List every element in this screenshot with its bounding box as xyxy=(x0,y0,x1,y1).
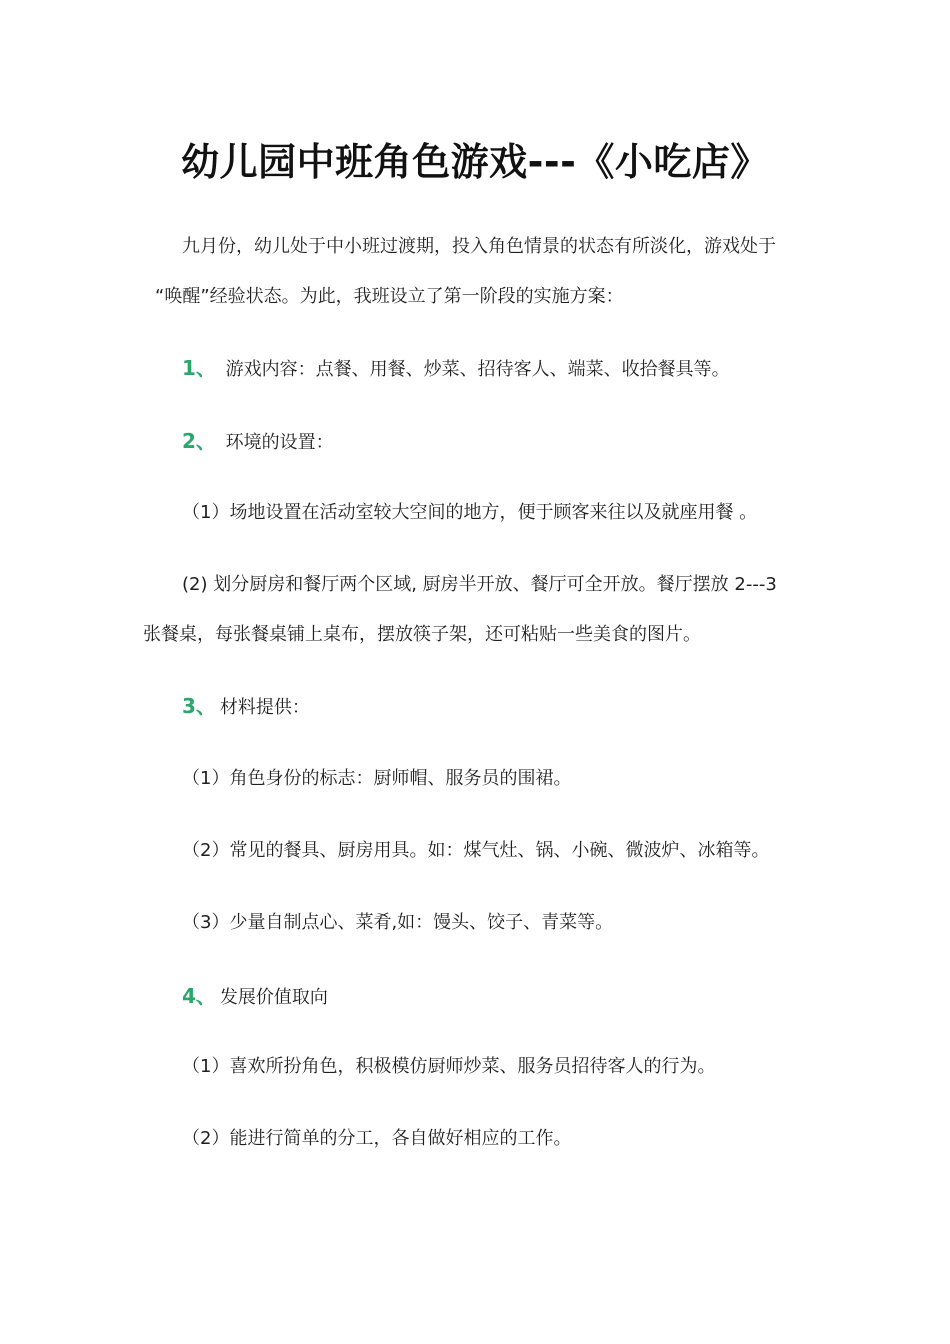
intro-line-2: “唤醒”经验状态。为此，我班设立了第一阶段的实施方案： xyxy=(155,286,624,307)
intro-line-1: 九月份，幼儿处于中小班过渡期，投入角色情景的状态有所淡化，游戏处于 xyxy=(182,236,776,257)
list-item: （2）常见的餐具、厨房用具。如：煤气灶、锅、小碗、微波炉、冰箱等。 xyxy=(182,840,770,861)
section-separator: 、 xyxy=(195,694,216,718)
section-heading: 材料提供： xyxy=(219,697,310,718)
list-item-continuation: 张餐桌，每张餐桌铺上桌布，摆放筷子架，还可粘贴一些美食的图片。 xyxy=(143,624,701,645)
list-item: （1）场地设置在活动室较大空间的地方，便于顾客来往以及就座用餐 。 xyxy=(182,502,758,523)
section-heading: 发展价值取向 xyxy=(219,987,328,1008)
section-number: 4 xyxy=(182,984,196,1008)
section-separator: 、 xyxy=(195,356,216,380)
section-number: 2 xyxy=(182,429,196,453)
section-number: 3 xyxy=(182,694,196,718)
list-item: （1）角色身份的标志：厨师帽、服务员的围裙。 xyxy=(182,768,572,789)
section-3 xyxy=(182,693,310,721)
section-4 xyxy=(182,983,328,1011)
list-item: （1）喜欢所扮角色，积极模仿厨师炒菜、服务员招待客人的行为。 xyxy=(182,1056,716,1077)
document-title: 幼儿园中班角色游戏---《小吃店》 xyxy=(181,140,769,184)
list-item: （2）能进行简单的分工，各自做好相应的工作。 xyxy=(182,1128,572,1149)
list-item: （3）少量自制点心、菜肴,如：馒头、饺子、青菜等。 xyxy=(182,912,614,933)
section-2 xyxy=(182,428,334,456)
section-separator: 、 xyxy=(195,429,216,453)
section-separator: 、 xyxy=(195,984,216,1008)
section-heading: 环境的设置： xyxy=(225,432,334,453)
section-1 xyxy=(182,355,730,383)
list-item: (2) 划分厨房和餐厅两个区域, 厨房半开放、餐厅可全开放。餐厅摆放 2---3 xyxy=(182,574,777,595)
section-heading: 游戏内容：点餐、用餐、炒菜、招待客人、端菜、收拾餐具等。 xyxy=(225,359,730,380)
section-number: 1 xyxy=(182,356,196,380)
